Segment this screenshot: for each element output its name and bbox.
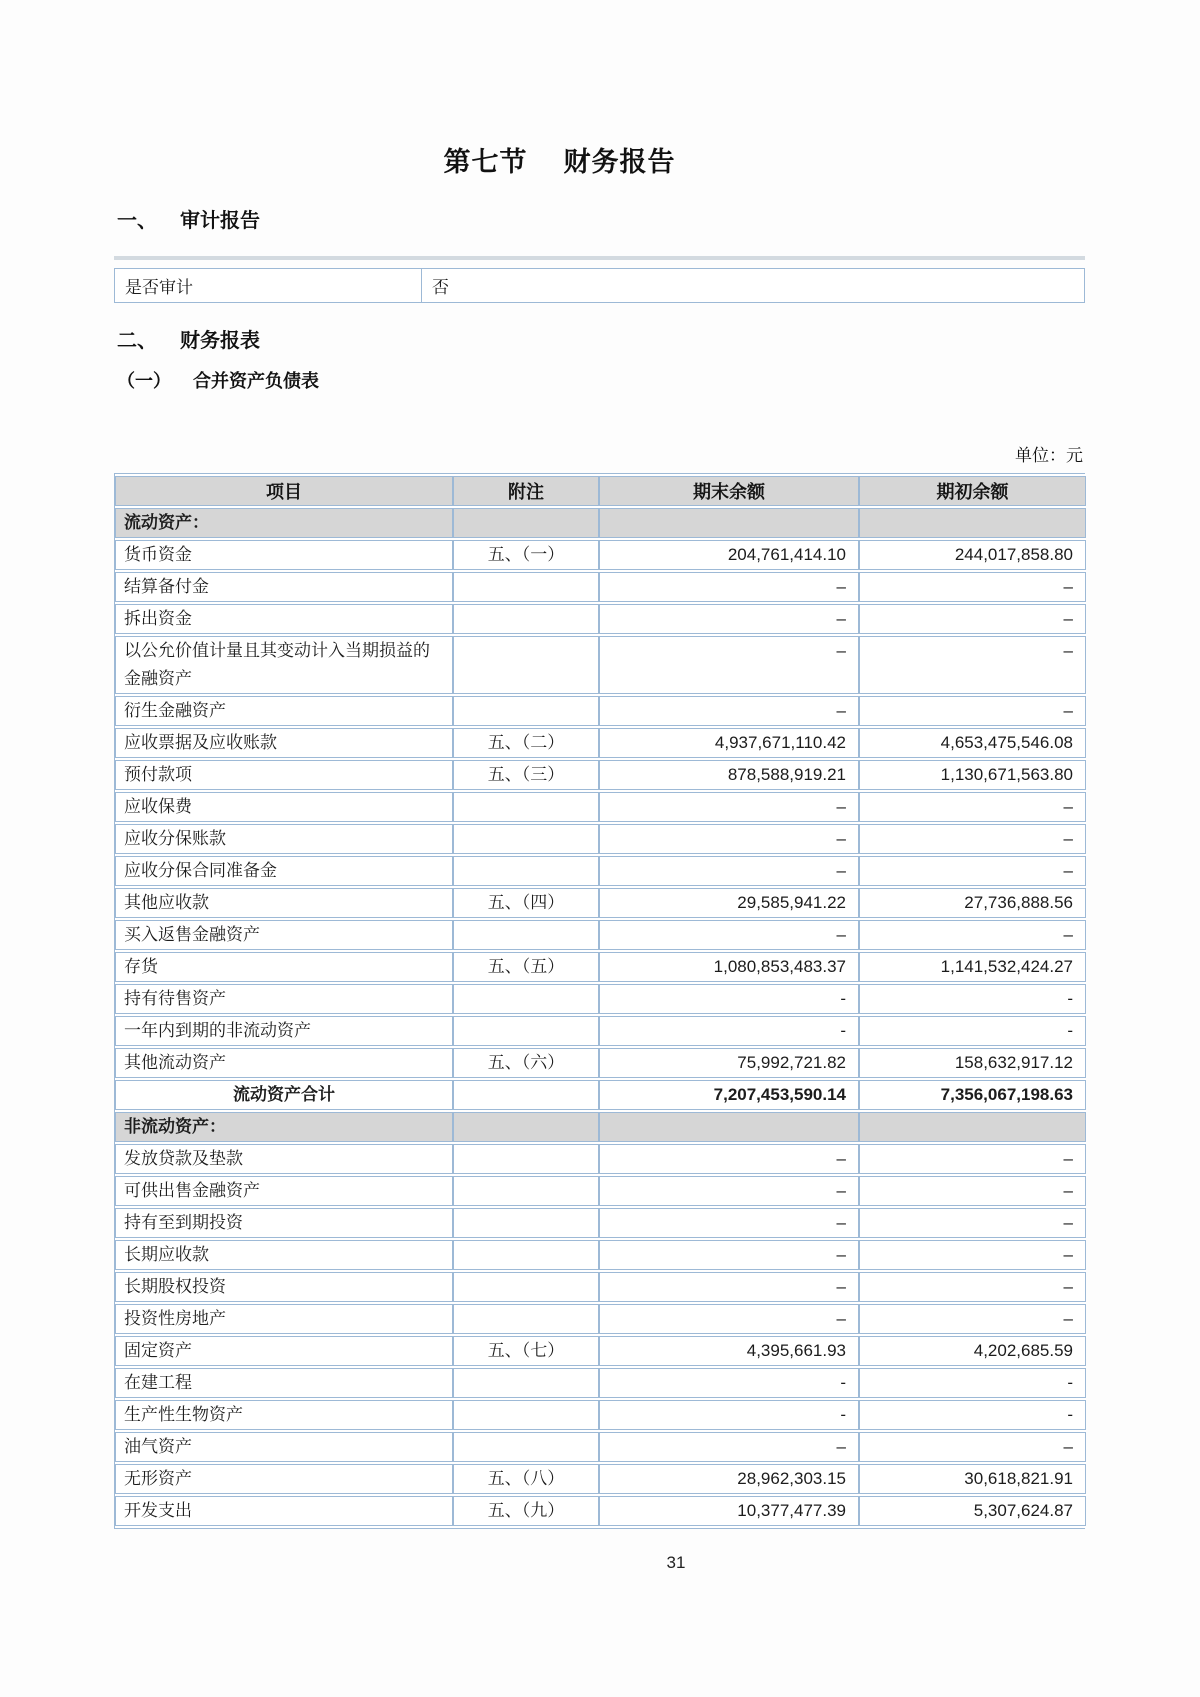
table-row bbox=[115, 1176, 1086, 1206]
table-row bbox=[115, 1112, 1086, 1142]
ending-balance-cell: 10,377,477.39 bbox=[599, 1496, 859, 1526]
table-row bbox=[115, 952, 1086, 982]
beginning-balance-cell: - bbox=[859, 1368, 1086, 1398]
table-row bbox=[115, 604, 1086, 634]
table-row bbox=[115, 1368, 1086, 1398]
section-balance-sheet-heading bbox=[114, 367, 1085, 393]
audit-answer-cell: 否 bbox=[422, 269, 1085, 303]
item-cell: 持有待售资产 bbox=[115, 984, 453, 1014]
header-ending-balance: 期末余额 bbox=[599, 476, 859, 506]
ending-balance-cell: - bbox=[599, 1368, 859, 1398]
ending-balance-cell: – bbox=[599, 572, 859, 602]
table-row bbox=[115, 888, 1086, 918]
ending-balance-cell: – bbox=[599, 1432, 859, 1462]
beginning-balance-cell: – bbox=[859, 604, 1086, 634]
note-cell: 五、（一） bbox=[453, 540, 599, 570]
note-cell: 五、（九） bbox=[453, 1496, 599, 1526]
note-cell: 五、（五） bbox=[453, 952, 599, 982]
item-cell: 长期应收款 bbox=[115, 1240, 453, 1270]
item-cell: 买入返售金融资产 bbox=[115, 920, 453, 950]
balance-sheet-table-wrapper bbox=[114, 473, 1085, 1529]
section-audit-number: 一、 bbox=[117, 210, 157, 232]
page-number: 31 bbox=[666, 1553, 686, 1572]
audit-table-top-rule bbox=[114, 256, 1085, 260]
table-row bbox=[115, 508, 1086, 538]
beginning-balance-cell: - bbox=[859, 1016, 1086, 1046]
table-row bbox=[115, 540, 1086, 570]
note-cell bbox=[453, 920, 599, 950]
section-statements-number: 二、 bbox=[117, 330, 157, 352]
ending-balance-cell: – bbox=[599, 1304, 859, 1334]
item-cell: 应收分保账款 bbox=[115, 824, 453, 854]
beginning-balance-cell: – bbox=[859, 1176, 1086, 1206]
note-cell bbox=[453, 1016, 599, 1046]
item-cell: 衍生金融资产 bbox=[115, 696, 453, 726]
note-cell bbox=[453, 1272, 599, 1302]
note-cell bbox=[453, 636, 599, 694]
balance-sheet-number: （一） bbox=[117, 371, 171, 391]
note-cell bbox=[453, 1432, 599, 1462]
beginning-balance-cell: – bbox=[859, 920, 1086, 950]
beginning-balance-cell: – bbox=[859, 824, 1086, 854]
ending-balance-cell: 1,080,853,483.37 bbox=[599, 952, 859, 982]
item-cell: 非流动资产： bbox=[115, 1112, 453, 1142]
section-statements-title: 财务报表 bbox=[180, 330, 260, 352]
beginning-balance-cell: – bbox=[859, 1304, 1086, 1334]
ending-balance-cell: - bbox=[599, 1400, 859, 1430]
ending-balance-cell: – bbox=[599, 792, 859, 822]
page-title bbox=[74, 140, 1045, 179]
audit-question-cell: 是否审计 bbox=[115, 269, 422, 303]
page-content bbox=[114, 0, 1085, 1697]
item-cell: 货币资金 bbox=[115, 540, 453, 570]
page-title-text: 财务报告 bbox=[563, 147, 676, 177]
note-cell bbox=[453, 824, 599, 854]
note-cell bbox=[453, 1080, 599, 1110]
ending-balance-cell: – bbox=[599, 856, 859, 886]
ending-balance-cell: – bbox=[599, 920, 859, 950]
balance-sheet-table bbox=[115, 474, 1086, 1528]
item-cell: 应收保费 bbox=[115, 792, 453, 822]
item-cell: 油气资产 bbox=[115, 1432, 453, 1462]
item-cell: 结算备付金 bbox=[115, 572, 453, 602]
note-cell bbox=[453, 1208, 599, 1238]
note-cell bbox=[453, 1304, 599, 1334]
beginning-balance-cell bbox=[859, 508, 1086, 538]
table-row bbox=[115, 856, 1086, 886]
item-cell: 生产性生物资产 bbox=[115, 1400, 453, 1430]
item-cell: 开发支出 bbox=[115, 1496, 453, 1526]
table-row bbox=[115, 824, 1086, 854]
ending-balance-cell bbox=[599, 1112, 859, 1142]
beginning-balance-cell: – bbox=[859, 636, 1086, 694]
ending-balance-cell: 4,395,661.93 bbox=[599, 1336, 859, 1366]
item-cell: 预付款项 bbox=[115, 760, 453, 790]
section-audit-title: 审计报告 bbox=[180, 210, 260, 232]
ending-balance-cell: – bbox=[599, 1176, 859, 1206]
ending-balance-cell: – bbox=[599, 1240, 859, 1270]
table-row bbox=[115, 1464, 1086, 1494]
page-title-section-no: 第七节 bbox=[443, 147, 528, 177]
note-cell bbox=[453, 1144, 599, 1174]
item-cell: 其他流动资产 bbox=[115, 1048, 453, 1078]
beginning-balance-cell: – bbox=[859, 1240, 1086, 1270]
note-cell bbox=[453, 696, 599, 726]
note-cell: 五、（三） bbox=[453, 760, 599, 790]
ending-balance-cell: – bbox=[599, 1144, 859, 1174]
header-beginning-balance: 期初余额 bbox=[859, 476, 1086, 506]
note-cell: 五、（七） bbox=[453, 1336, 599, 1366]
note-cell bbox=[453, 792, 599, 822]
note-cell bbox=[453, 1400, 599, 1430]
ending-balance-cell: - bbox=[599, 1016, 859, 1046]
item-cell: 在建工程 bbox=[115, 1368, 453, 1398]
beginning-balance-cell: 4,202,685.59 bbox=[859, 1336, 1086, 1366]
table-row bbox=[115, 1016, 1086, 1046]
item-cell: 长期股权投资 bbox=[115, 1272, 453, 1302]
beginning-balance-cell: 4,653,475,546.08 bbox=[859, 728, 1086, 758]
ending-balance-cell: – bbox=[599, 604, 859, 634]
ending-balance-cell: 29,585,941.22 bbox=[599, 888, 859, 918]
beginning-balance-cell: 1,130,671,563.80 bbox=[859, 760, 1086, 790]
ending-balance-cell bbox=[599, 508, 859, 538]
note-cell: 五、（二） bbox=[453, 728, 599, 758]
item-cell: 应收票据及应收账款 bbox=[115, 728, 453, 758]
item-cell: 持有至到期投资 bbox=[115, 1208, 453, 1238]
table-row bbox=[115, 1080, 1086, 1110]
ending-balance-cell: – bbox=[599, 696, 859, 726]
audit-table-row bbox=[115, 269, 1085, 303]
header-item: 项目 bbox=[115, 476, 453, 506]
table-row bbox=[115, 1336, 1086, 1366]
beginning-balance-cell: – bbox=[859, 1144, 1086, 1174]
item-cell: 拆出资金 bbox=[115, 604, 453, 634]
note-cell: 五、（八） bbox=[453, 1464, 599, 1494]
item-cell: 投资性房地产 bbox=[115, 1304, 453, 1334]
beginning-balance-cell: – bbox=[859, 792, 1086, 822]
beginning-balance-cell: – bbox=[859, 1432, 1086, 1462]
table-row bbox=[115, 1400, 1086, 1430]
ending-balance-cell: – bbox=[599, 1208, 859, 1238]
beginning-balance-cell: - bbox=[859, 1400, 1086, 1430]
note-cell bbox=[453, 1368, 599, 1398]
beginning-balance-cell: – bbox=[859, 856, 1086, 886]
item-cell: 可供出售金融资产 bbox=[115, 1176, 453, 1206]
beginning-balance-cell: – bbox=[859, 572, 1086, 602]
header-note: 附注 bbox=[453, 476, 599, 506]
table-row bbox=[115, 1272, 1086, 1302]
ending-balance-cell: 7,207,453,590.14 bbox=[599, 1080, 859, 1110]
beginning-balance-cell: 158,632,917.12 bbox=[859, 1048, 1086, 1078]
item-cell: 应收分保合同准备金 bbox=[115, 856, 453, 886]
audit-table bbox=[114, 268, 1085, 303]
note-cell: 五、（六） bbox=[453, 1048, 599, 1078]
table-row bbox=[115, 792, 1086, 822]
table-row bbox=[115, 1208, 1086, 1238]
note-cell bbox=[453, 1176, 599, 1206]
note-cell bbox=[453, 856, 599, 886]
note-cell bbox=[453, 984, 599, 1014]
table-row bbox=[115, 1144, 1086, 1174]
ending-balance-cell: - bbox=[599, 984, 859, 1014]
section-audit-heading bbox=[114, 204, 1085, 233]
section-statements-heading bbox=[114, 324, 1085, 353]
item-cell: 无形资产 bbox=[115, 1464, 453, 1494]
table-row bbox=[115, 572, 1086, 602]
beginning-balance-cell bbox=[859, 1112, 1086, 1142]
ending-balance-cell: 4,937,671,110.42 bbox=[599, 728, 859, 758]
balance-sheet-body bbox=[115, 508, 1086, 1526]
table-row bbox=[115, 636, 1086, 694]
beginning-balance-cell: 30,618,821.91 bbox=[859, 1464, 1086, 1494]
unit-label: 单位：元 bbox=[1015, 446, 1083, 465]
table-row bbox=[115, 1240, 1086, 1270]
beginning-balance-cell: - bbox=[859, 984, 1086, 1014]
balance-sheet-title: 合并资产负债表 bbox=[193, 371, 319, 391]
table-row bbox=[115, 728, 1086, 758]
note-cell bbox=[453, 572, 599, 602]
ending-balance-cell: – bbox=[599, 636, 859, 694]
note-cell bbox=[453, 604, 599, 634]
item-cell: 一年内到期的非流动资产 bbox=[115, 1016, 453, 1046]
beginning-balance-cell: 5,307,624.87 bbox=[859, 1496, 1086, 1526]
ending-balance-cell: 75,992,721.82 bbox=[599, 1048, 859, 1078]
ending-balance-cell: 28,962,303.15 bbox=[599, 1464, 859, 1494]
item-cell: 固定资产 bbox=[115, 1336, 453, 1366]
beginning-balance-cell: – bbox=[859, 1272, 1086, 1302]
item-cell: 流动资产合计 bbox=[115, 1080, 453, 1110]
table-row bbox=[115, 696, 1086, 726]
beginning-balance-cell: – bbox=[859, 1208, 1086, 1238]
item-cell: 以公允价值计量且其变动计入当期损益的金融资产 bbox=[115, 636, 453, 694]
table-row bbox=[115, 1496, 1086, 1526]
table-row bbox=[115, 1304, 1086, 1334]
item-cell: 流动资产： bbox=[115, 508, 453, 538]
ending-balance-cell: – bbox=[599, 824, 859, 854]
table-header-row bbox=[115, 476, 1086, 506]
item-cell: 存货 bbox=[115, 952, 453, 982]
table-row bbox=[115, 1048, 1086, 1078]
beginning-balance-cell: 27,736,888.56 bbox=[859, 888, 1086, 918]
table-row bbox=[115, 760, 1086, 790]
item-cell: 发放贷款及垫款 bbox=[115, 1144, 453, 1174]
note-cell bbox=[453, 1240, 599, 1270]
table-row bbox=[115, 984, 1086, 1014]
item-cell: 其他应收款 bbox=[115, 888, 453, 918]
note-cell bbox=[453, 1112, 599, 1142]
ending-balance-cell: – bbox=[599, 1272, 859, 1302]
beginning-balance-cell: 1,141,532,424.27 bbox=[859, 952, 1086, 982]
beginning-balance-cell: 244,017,858.80 bbox=[859, 540, 1086, 570]
beginning-balance-cell: – bbox=[859, 696, 1086, 726]
ending-balance-cell: 878,588,919.21 bbox=[599, 760, 859, 790]
note-cell: 五、（四） bbox=[453, 888, 599, 918]
beginning-balance-cell: 7,356,067,198.63 bbox=[859, 1080, 1086, 1110]
ending-balance-cell: 204,761,414.10 bbox=[599, 540, 859, 570]
table-row bbox=[115, 1432, 1086, 1462]
note-cell bbox=[453, 508, 599, 538]
table-row bbox=[115, 920, 1086, 950]
